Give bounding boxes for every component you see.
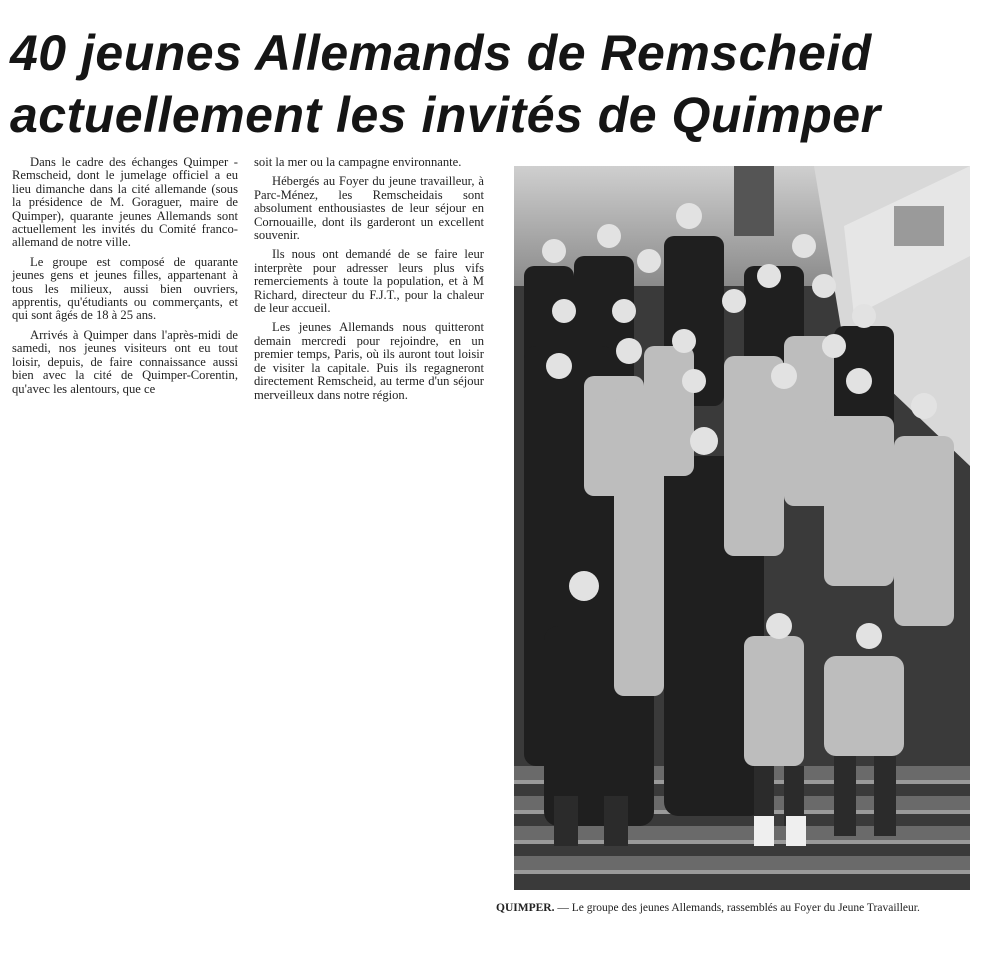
caption-place: QUIMPER.	[496, 902, 555, 914]
group-photo-illustration	[514, 166, 970, 890]
paragraph: Le groupe est composé de quarante jeunes gens et jeunes filles, appartenant à tous les milieux, aussi bien ouvriers, apprentis, qu'étudiants ou commerçants, et qui sont âgés de 18 à 25 ans.	[12, 254, 238, 323]
paragraph: Les jeunes Allemands nous quitteront demain mercredi pour rejoindre, en un premier temps, Paris, où ils auront tout loisir de visiter la capitale. Puis ils regagneront directement Remscheid, au terme d'un séjour merveilleux dans notre région.	[254, 320, 484, 402]
headline-line-2: actuellement les invités de Quimper	[10, 87, 881, 143]
headline-line-1: 40 jeunes Allemands de Remscheid	[10, 25, 872, 81]
group-photo	[514, 166, 970, 890]
paragraph: Dans le cadre des échanges Quimper - Remscheid, dont le jumelage officiel a eu lieu dimanche dans la cité allemande (sous la présidence de M. Goraguer, maire de Quimper), quarante jeunes Allemands sont actuellement les invités du Comité franco-allemand de notre ville.	[12, 155, 238, 250]
paragraph: soit la mer ou la campagne environnante.	[254, 155, 462, 169]
headline	[10, 22, 990, 146]
caption-text: — Le groupe des jeunes Allemands, rassemblés au Foyer du Jeune Travailleur.	[554, 902, 920, 914]
paragraph: Arrivés à Quimper dans l'après-midi de samedi, nos jeunes visiteurs ont eu tout loisir, depuis, de faire connaissance aussi bien avec la cité de Quimper-Corentin, qu'avec les alentours, que ce	[12, 327, 238, 396]
paragraph: Hébergés au Foyer du jeune travailleur, à Parc-Ménez, les Remscheidais sont absolument enthousiastes de leur séjour en Cornouaille, dont ils garderont un excellent souvenir.	[254, 174, 484, 243]
photo-caption	[496, 902, 976, 915]
article-column-2	[254, 156, 484, 408]
article-column-1	[12, 156, 238, 402]
paragraph: Ils nous ont demandé de se faire leur interprète pour adresser leurs plus vifs remerciements à toute la population, et à M Richard, directeur du F.J.T., pour la chaleur de leur accueil.	[254, 247, 484, 316]
